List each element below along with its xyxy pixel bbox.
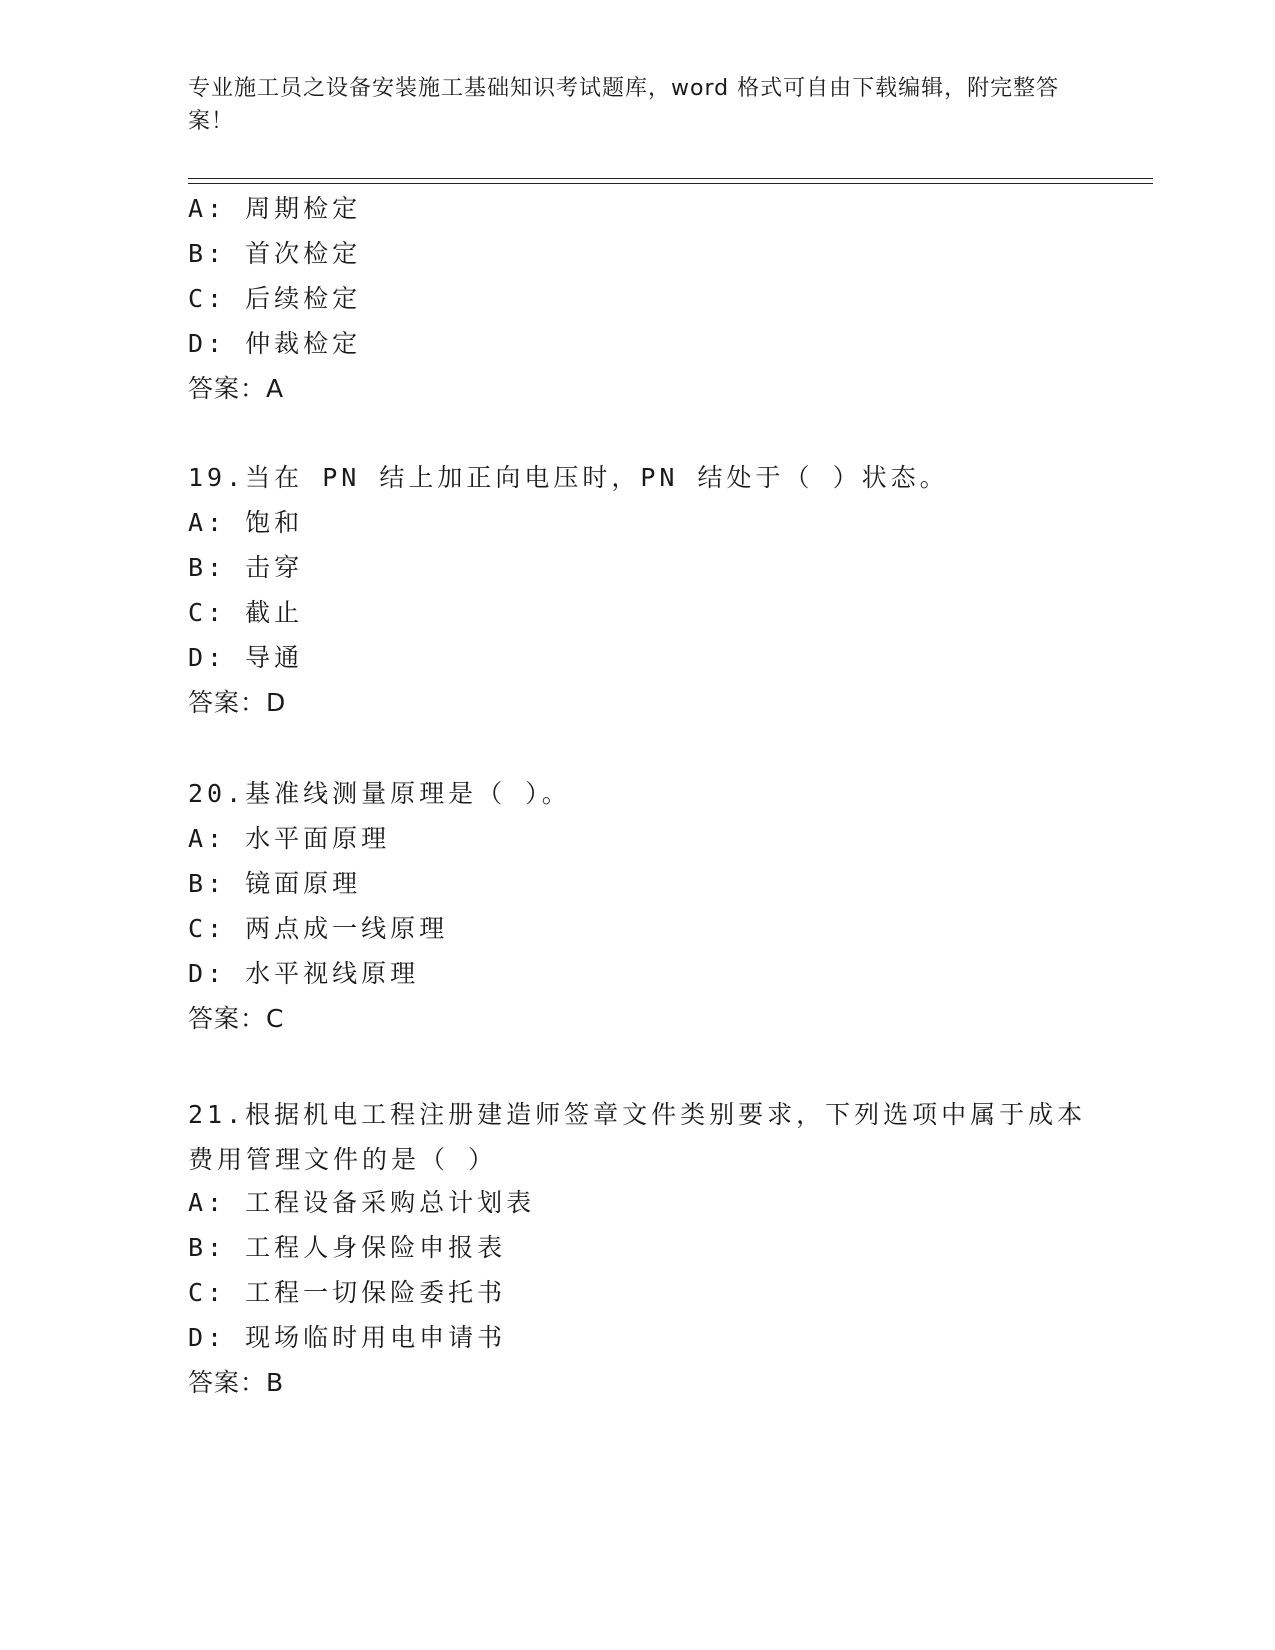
q18-answer: 答案：A bbox=[188, 374, 285, 403]
q20-option-c: C: 两点成一线原理 bbox=[188, 914, 449, 943]
q18-option-c: C: 后续检定 bbox=[188, 284, 362, 313]
q20-option-a: A: 水平面原理 bbox=[188, 824, 391, 853]
q20-option-b: B: 镜面原理 bbox=[188, 869, 362, 898]
q20-answer: 答案：C bbox=[188, 1004, 285, 1033]
q20-option-d: D: 水平视线原理 bbox=[188, 959, 420, 988]
q18-option-a: A: 周期检定 bbox=[188, 194, 362, 223]
document-header: 专业施工员之设备安装施工基础知识考试题库，word 格式可自由下载编辑，附完整答案！ bbox=[188, 76, 1060, 134]
q21-option-d: D: 现场临时用电申请书 bbox=[188, 1323, 507, 1352]
q21-option-b: B: 工程人身保险申报表 bbox=[188, 1233, 507, 1262]
q19-answer: 答案：D bbox=[188, 688, 287, 717]
q18-option-b: B: 首次检定 bbox=[188, 239, 362, 268]
q21-answer: 答案：B bbox=[188, 1368, 285, 1397]
q18-option-d: D: 仲裁检定 bbox=[188, 329, 362, 358]
q19-option-d: D: 导通 bbox=[188, 643, 304, 672]
q19-option-c: C: 截止 bbox=[188, 598, 304, 627]
q21-option-c: C: 工程一切保险委托书 bbox=[188, 1278, 507, 1307]
q19-option-b: B: 击穿 bbox=[188, 553, 304, 582]
q20-question: 20.基准线测量原理是（ ）。 bbox=[188, 779, 571, 808]
header-divider-bottom bbox=[188, 183, 1153, 184]
header-divider-top bbox=[188, 178, 1153, 179]
q21-question: 21.根据机电工程注册建造师签章文件类别要求，下列选项中属于成本费用管理文件的是（ ） bbox=[188, 1100, 1087, 1174]
q19-question: 19.当在 PN 结上加正向电压时，PN 结处于（ ）状态。 bbox=[188, 463, 949, 492]
q21-option-a: A: 工程设备采购总计划表 bbox=[188, 1188, 536, 1217]
q19-option-a: A: 饱和 bbox=[188, 508, 304, 537]
